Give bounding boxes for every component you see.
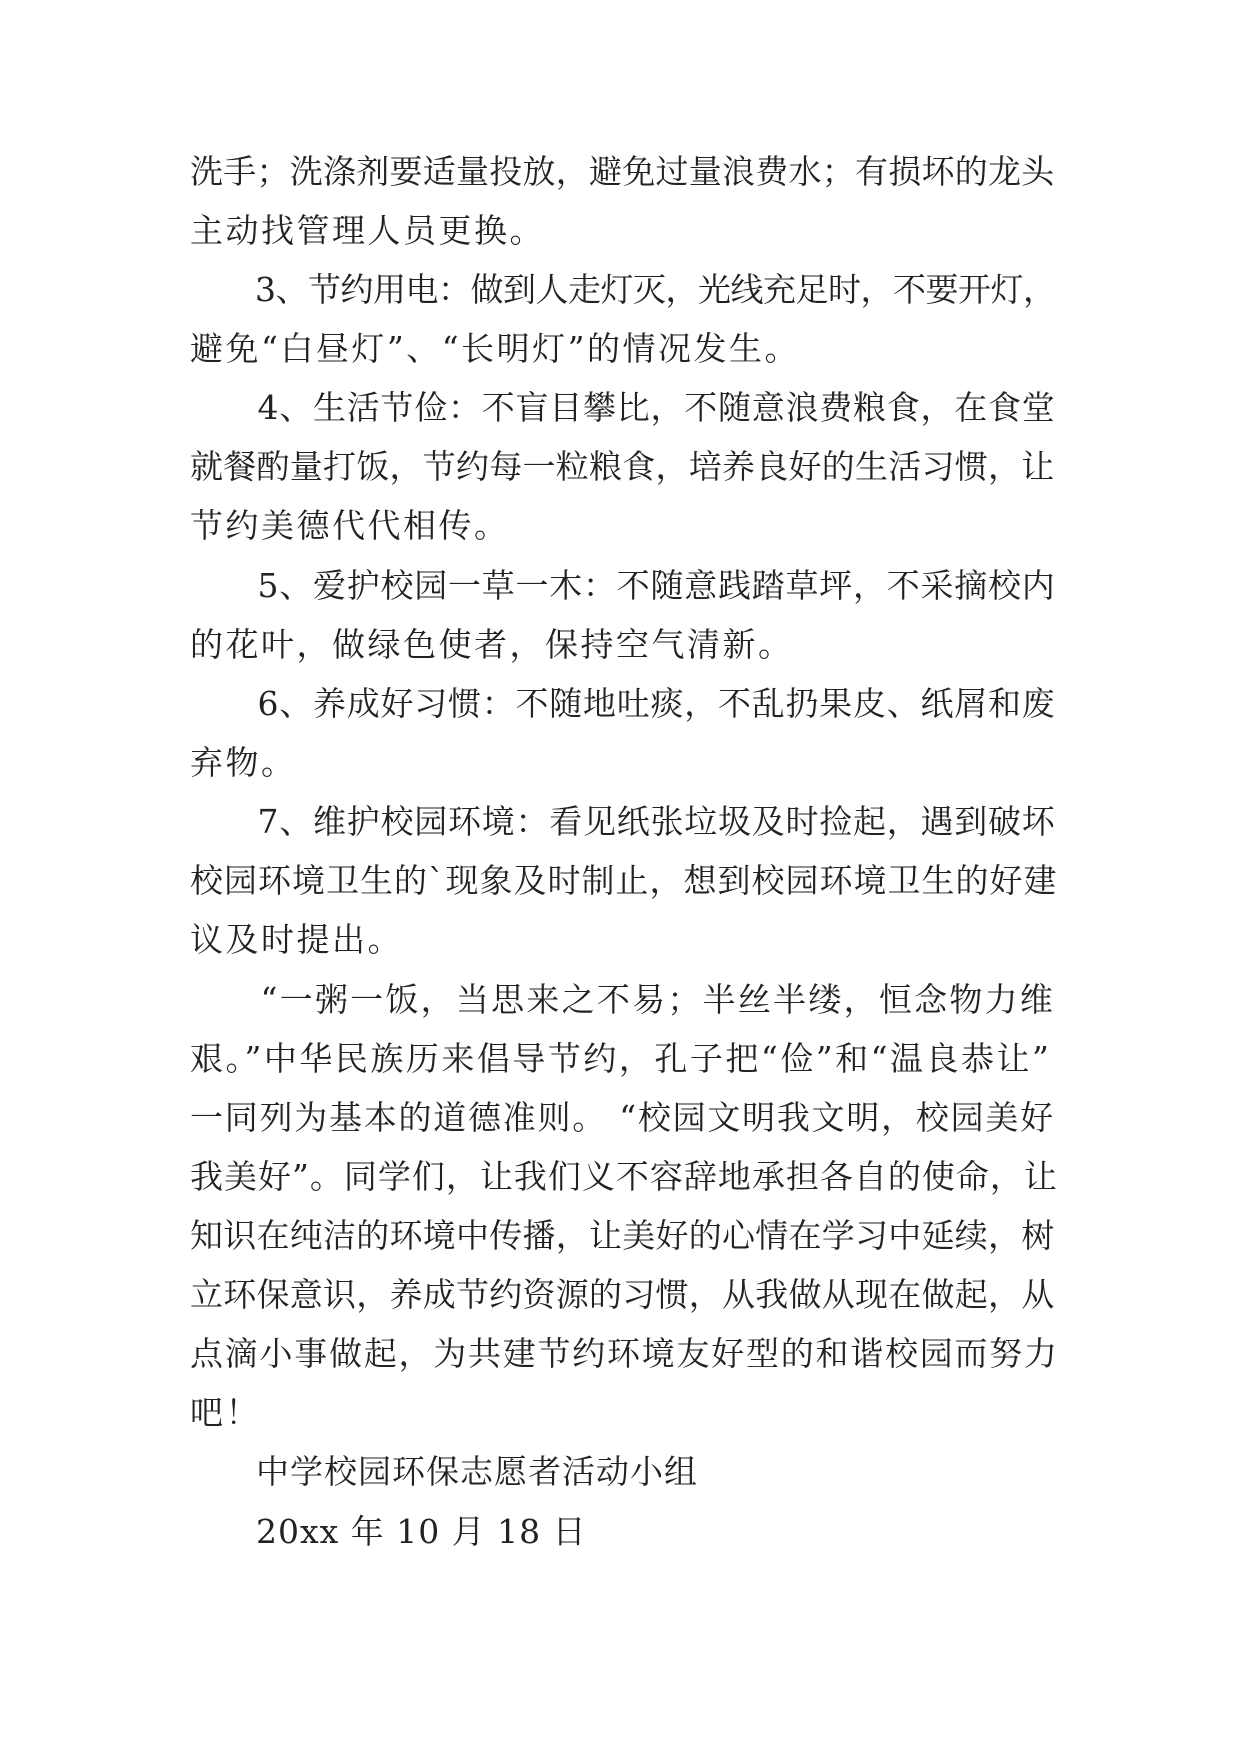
text-line: 4、生活节俭：不盲目攀比，不随意浪费粮食，在食堂 xyxy=(190,388,1056,427)
text-line: 知识在纯洁的环境中传播，让美好的心情在学习中延续，树 xyxy=(190,1216,1055,1255)
text-line: 的花叶，做绿色使者，保持空气清新。 xyxy=(190,625,794,664)
text-line: “一粥一饭，当思来之不易；半丝半缕，恒念物力维 xyxy=(190,980,1056,1019)
paragraph-item-4-frugal-living xyxy=(190,378,1060,555)
text-line: 我美好”。同学们，让我们义不容辞地承担各自的使命，让 xyxy=(190,1157,1058,1196)
text-line: 就餐酌量打饭，节约每一粒粮食，培养良好的生活习惯，让 xyxy=(190,447,1055,486)
text-line: 主动找管理人员更换。 xyxy=(190,211,545,250)
text-line: 议及时提出。 xyxy=(190,920,403,959)
text-line: 6、养成好习惯：不随地吐痰，不乱扔果皮、纸屑和废 xyxy=(190,684,1056,723)
text-line: 校园环境卫生的`现象及时制止，想到校园环境卫生的好建 xyxy=(190,861,1058,900)
text-line: 艰。”中华民族历来倡导节约，孔子把“俭”和“温良恭让” xyxy=(190,1039,1052,1078)
text-line: 3、节约用电：做到人走灯灭，光线充足时，不要开灯， xyxy=(190,270,1056,309)
signature-date: 20xx 年 10 月 18 日 xyxy=(256,1512,587,1551)
paragraph-item-3-save-electricity xyxy=(190,260,1060,378)
paragraph-item-6-good-habits xyxy=(190,674,1060,792)
text-line: 节约美德代代相传。 xyxy=(190,506,510,545)
paragraph-closing-appeal xyxy=(190,970,1060,1442)
text-line: 避免“白昼灯”、“长明灯”的情况发生。 xyxy=(190,329,800,368)
text-line: 立环保意识，养成节约资源的习惯，从我做从现在做起，从 xyxy=(190,1275,1055,1314)
text-line: 洗手；洗涤剂要适量投放，避免过量浪费水；有损坏的龙头 xyxy=(190,152,1055,191)
text-line: 7、维护校园环境：看见纸张垃圾及时捡起，遇到破坏 xyxy=(190,802,1056,841)
paragraph-handwash-continued xyxy=(190,142,1060,260)
paragraph-item-5-protect-plants xyxy=(190,556,1060,674)
text-line: 吧！ xyxy=(190,1393,261,1432)
paragraph-item-7-maintain-environment xyxy=(190,792,1060,969)
text-line: 点滴小事做起，为共建节约环境友好型的和谐校园而努力 xyxy=(190,1334,1059,1373)
text-line: 5、爱护校园一草一木：不随意践踏草坪，不采摘校内 xyxy=(190,566,1056,605)
text-line: 一同列为基本的道德准则。 “校园文明我文明，校园美好 xyxy=(190,1098,1055,1137)
text-line: 弃物。 xyxy=(190,743,297,782)
signature-organization: 中学校园环保志愿者活动小组 xyxy=(256,1452,698,1491)
